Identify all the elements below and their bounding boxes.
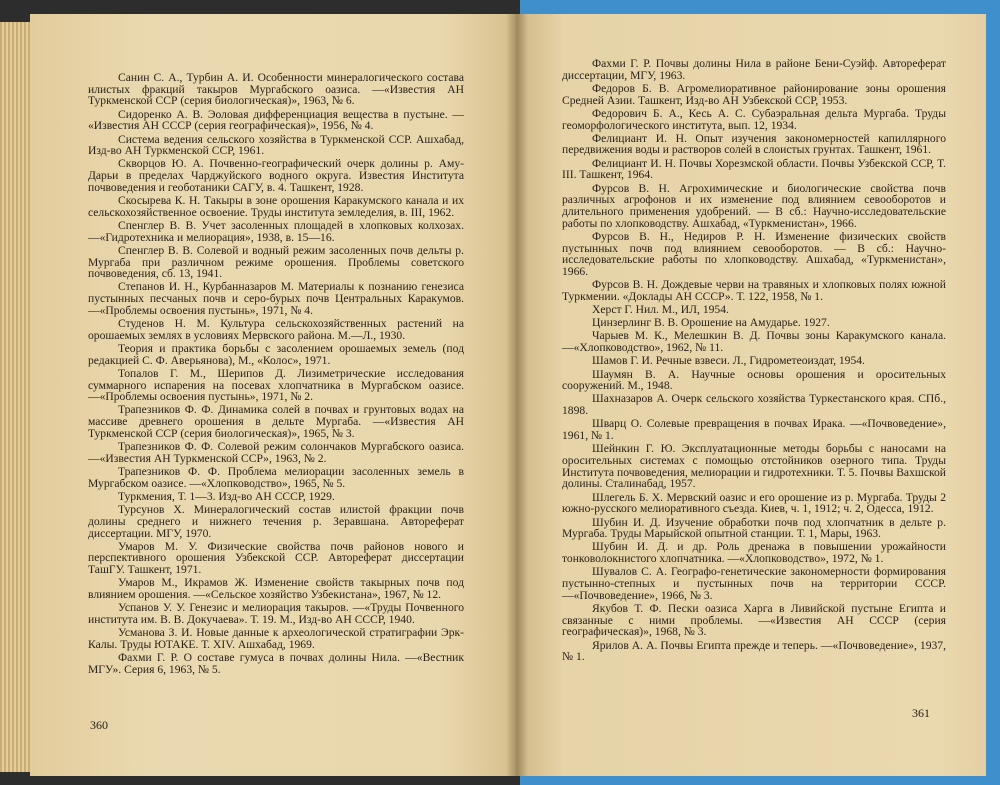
bibliography-entry: Фахми Г. Р. О составе гумуса в почвах долины Нила. —«Вестник МГУ». Серия 6, 1963, № 5. bbox=[88, 651, 464, 676]
bibliography-entry: Шварц О. Солевые превращения в почвах Ирака. —«Почвоведение», 1961, № 1. bbox=[562, 417, 946, 443]
bibliography-entry: Трапезников Ф. Ф. Солевой режим солончаков Мургабского оазиса. —«Известия АН Туркменской ССР», 1963, № 2. bbox=[88, 440, 464, 465]
bibliography-entry: Шубин И. Д. и др. Роль дренажа в повышении урожайности тонковолокнистого хлопчатника. —«Хлопководство», 1972, № 1. bbox=[562, 540, 946, 566]
bibliography-entry: Якубов Т. Ф. Пески оазиса Харга в Ливийской пустыне Египта и связанные с ними проблемы. —«Известия АН СССР (серия географическая)», 1968, № 3. bbox=[562, 601, 946, 639]
bibliography-entry: Топалов Г. М., Шерипов Д. Лизиметрические исследования суммарного испарения на посевах хлопчатника в Мургабском оазисе. —«Проблемы освоения пустынь», 1971, № 2. bbox=[88, 366, 464, 404]
bibliography-entry: Скворцов Ю. А. Почвенно-географический очерк долины р. Аму-Дарьи в пределах Чарджуйского водного округа. Известия Института почвоведения и геоботаники САГУ, в. 4. Ташкент, 1928. bbox=[88, 157, 464, 194]
bibliography-entry: Студенов Н. М. Культура сельскохозяйственных растений на орошаемых землях в условиях Мервского района. М.—Л., 1930. bbox=[88, 317, 464, 342]
bibliography-entry: Шахназаров А. Очерк сельского хозяйства Туркестанского края. СПб., 1898. bbox=[562, 392, 946, 418]
bibliography-entry: Умаров М. У. Физические свойства почв районов нового и перспективного орошения Узбекской ССР. Автореферат диссертации ТашГУ. Ташкент, 1971. bbox=[88, 539, 464, 577]
bibliography-entry: Фурсов В. Н., Недиров Р. Н. Изменение физических свойств пустынных почв под влиянием севооборотов. — В сб.: Научно-исследовательские работы по хлопководству. Ашхабад, «Туркменистан», 1966. bbox=[562, 229, 946, 278]
bibliography-entry: Степанов И. Н., Курбанназаров М. Материалы к познанию генезиса пустынных песчаных почв и серо-бурых почв Центральных Каракумов. —«Проблемы освоения пустынь», 1971, № 4. bbox=[88, 280, 464, 317]
bibliography-entry: Сидоренко А. В. Эоловая дифференциация вещества в пустыне. — «Известия АН СССР (серия географическая)», 1956, № 4. bbox=[88, 107, 464, 133]
bibliography-entry: Спенглер В. В. Солевой и водный режим засоленных почв дельты р. Мургаба при различном режиме орошения. Проблемы советского почвоведения, сб. 13, 1941. bbox=[88, 243, 464, 281]
bibliography-entry: Шейнкин Г. Ю. Эксплуатационные методы борьбы с наносами на оросительных системах с помощью отстойников озерного типа. Труды Института почвоведения, мелиорации и гидротехники. Т. 5. Почвы Вахшской долины. Сталинабад, 1957. bbox=[562, 442, 946, 491]
bibliography-entry: Шлегель Б. Х. Мервский оазис и его орошение из р. Мургаба. Труды 2 южно-русского мелиоративного съезда. Киев, ч. 1, 1912; ч. 2, Одесса, 1912. bbox=[562, 490, 946, 516]
bibliography-entry: Трапезников Ф. Ф. Проблема мелиорации засоленных земель в Мургабском оазисе. —«Хлопководство», 1965, № 5. bbox=[88, 465, 464, 490]
book-cover-top bbox=[520, 0, 1000, 14]
bibliography-entry: Спенглер В. В. Учет засоленных площадей в хлопковых колхозах. —«Гидротехника и мелиорация», 1938, в. 15—16. bbox=[88, 218, 464, 244]
right-page-number: 361 bbox=[912, 706, 930, 720]
right-bibliography-column bbox=[562, 58, 946, 664]
bibliography-entry: Санин С. А., Турбин А. И. Особенности минералогического состава илистых фракций такыров Мургабского оазиса. —«Известия АН Туркменской ССР (серия биологическая)», 1963, № 6. bbox=[88, 71, 464, 108]
bibliography-entry: Усманова З. И. Новые данные к археологической стратиграфии Эрк-Калы. Труды ЮТАКЕ. Т. XIV. Ашхабад, 1969. bbox=[88, 626, 464, 651]
bibliography-entry: Фелициант И. Н. Опыт изучения закономерностей капиллярного передвижения воды и растворов солей в слоистых грунтах. Ташкент, 1961. bbox=[562, 131, 946, 157]
bibliography-entry: Фахми Г. Р. Почвы долины Нила в районе Бени-Суэйф. Автореферат диссертации, МГУ, 1963. bbox=[562, 57, 946, 82]
bibliography-entry: Шамов Г. И. Речные взвеси. Л., Гидрометеоиздат, 1954. bbox=[592, 354, 865, 368]
bibliography-entry: Умаров М., Икрамов Ж. Изменение свойств такырных почв под влиянием орошения. —«Сельское хозяйство Узбекистана», 1967, № 12. bbox=[88, 576, 464, 602]
bibliography-entry: Херст Г. Нил. М., ИЛ, 1954. bbox=[592, 303, 729, 317]
bibliography-entry: Шаумян В. А. Научные основы орошения и оросительных сооружений. М., 1948. bbox=[562, 367, 946, 393]
bibliography-entry: Шувалов С. А. Географо-генетические закономерности формирования пустынно-степных и пустынных почв на территории СССР. —«Почвоведение», 1966, № 3. bbox=[562, 565, 946, 602]
bibliography-entry: Федорович Б. А., Кесь А. С. Субаэральная дельта Мургаба. Труды геоморфологического института, вып. 12, 1934. bbox=[562, 106, 946, 132]
bibliography-entry: Трапезников Ф. Ф. Динамика солей в почвах и грунтовых водах на массиве древнего орошения в дельте Мургаба. —«Известия АН Туркменской ССР (серия биологическая)», 1965, № 3. bbox=[88, 403, 464, 440]
bibliography-entry: Фурсов В. Н. Дождевые черви на травяных и хлопковых полях южной Туркмении. «Доклады АН СССР». Т. 122, 1958, № 1. bbox=[562, 278, 946, 303]
bibliography-entry: Цинзерлинг В. В. Орошение на Амударье. 1927. bbox=[592, 316, 830, 330]
bibliography-entry: Турсунов Х. Минералогический состав илистой фракции почв долины среднего и нижнего течения р. Зеравшана. Автореферат диссертации. МГУ, 1970. bbox=[88, 503, 464, 540]
book-gutter bbox=[506, 14, 528, 776]
bibliography-entry: Федоров Б. В. Агромелиоративное районирование зоны орошения Средней Азии. Ташкент, Изд-во АН Узбекской ССР, 1953. bbox=[562, 81, 946, 107]
bibliography-entry: Скосырева К. Н. Такыры в зоне орошения Каракумского канала и их сельскохозяйственное освоение. Труды института земледелия, в. III, 1962. bbox=[88, 194, 464, 219]
bibliography-entry: Чарыев М. К., Мелешкин В. Д. Почвы зоны Каракумского канала. —«Хлопководство», 1962, № 11. bbox=[562, 329, 946, 355]
bibliography-entry: Ярилов А. А. Почвы Египта прежде и теперь. —«Почвоведение», 1937, № 1. bbox=[562, 638, 946, 664]
left-page-number: 360 bbox=[90, 718, 108, 732]
left-bibliography-column bbox=[88, 72, 464, 677]
bibliography-entry: Туркмения, Т. 1—3. Изд-во АН СССР, 1929. bbox=[118, 489, 335, 503]
bibliography-entry: Фурсов В. Н. Агрохимические и биологические свойства почв различных агрофонов и их изменение под влиянием севооборотов и длительного применения удобрений. — В сб.: Научно-исследовательские работы по хлопководству. Ашхабад, «Туркменистан», 1966. bbox=[562, 181, 946, 230]
bibliography-entry: Фелициант И. Н. Почвы Хорезмской области. Почвы Узбекской ССР, Т. III. Ташкент, 1964. bbox=[562, 156, 946, 182]
bibliography-entry: Теория и практика борьбы с засолением орошаемых земель (под редакцией С. Ф. Аверьянова), М., «Колос», 1971. bbox=[88, 341, 464, 367]
bibliography-entry: Система ведения сельского хозяйства в Туркменской ССР. Ашхабад, Изд-во АН Туркменской ССР, 1961. bbox=[88, 132, 464, 158]
bibliography-entry: Успанов У. У. Генезис и мелиорация такыров. —«Труды Почвенного института им. В. В. Докучаева». Т. 19. М., Изд-во АН СССР, 1940. bbox=[88, 601, 464, 626]
bibliography-entry: Шубин И. Д. Изучение обработки почв под хлопчатник в дельте р. Мургаба. Труды Марыйской опытной станции. Т. 1, Мары, 1963. bbox=[562, 515, 946, 541]
